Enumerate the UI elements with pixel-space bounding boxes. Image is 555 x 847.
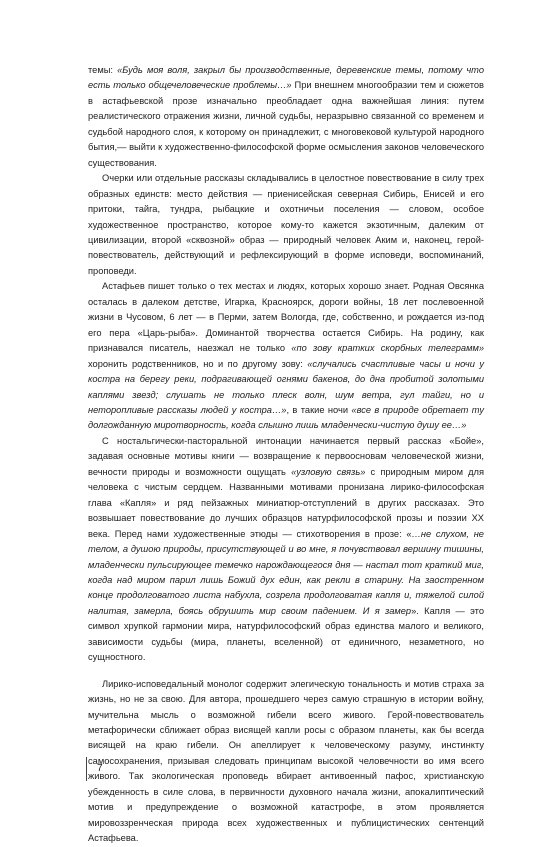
paragraph [88, 434, 484, 666]
italic-quote: …не слухом, не телом, а душою природы, присутствующей и во мне, я почувствовал вершину тишины, младенчески пульсирующее темечко нарождающегося дня — настал тот краткий миг, когда над миром парил лишь Божий дух един, как рекли в старину. На заостренном конце продолговатого листа набухла, созрела продолговатая капля и, тяжелой силой налитая, замерла, боясь обрушить мир своим падением. И я замер [88, 528, 484, 616]
folio-rule [86, 757, 87, 781]
text-run: При внешнем многообразии тем и сюжетов в астафьевской прозе изначально преобладает одна важнейшая линия: путем реалистического отражения жизни, личной судьбы, неразрывно связанной со временем и судьбой народного слоя, к которому он принадлежит, с многовековой культурой народного бытия,— выйти к художественно-философской форме осмысления законов человеческого существования. [88, 80, 484, 168]
text-run: , в такие ночи [286, 404, 352, 415]
text-run: С ностальгически-пасторальной интонации начинается первый рассказ «Бойе», задавая основные мотивы книги — возвращение к первоосновам человеческой жизни, вечности природы и возможности ощущать [88, 435, 484, 477]
text-run: с природным миром для человека с чистым сердцем. Названными мотивами пронизана лирико-философская глава «Капля» и ряд пейзажных миниатюр-отступлений в других рассказах. Это возвышает повествование до лучших образцов натурфилософской прозы и поэзии XX века. Перед нами художественные этюды — стихотворения в прозе: « [88, 466, 484, 539]
paragraph [88, 171, 484, 279]
text-run: хоронить родственников, но и по другому зову: [88, 358, 308, 369]
text-run: Очерки или отдельные рассказы складывались в целостное повествование в силу трех образных единств: место действия — приенисейская северная Сибирь, Енисей и его притоки, тайга, тундра, рыбацкие и охотничьи поселения — словом, особое художественное пространство, которое кому-то кажется экзотичным, далеким от цивилизации, второй «сквозной» образ — природный человек Аким и, наконец, герой-повествователь, действующий и рефлексирующий в форме исповеди, воспоминаний, проповеди. [88, 173, 484, 276]
paragraph [88, 677, 484, 847]
text-run: ». Капля — это символ хрупкой гармонии мира, натурфилософский образ единства малого и великого, зависимости судьбы (мира, планеты, вселенной) от единичного, незаметного, но сущностного. [88, 605, 485, 663]
text-run: Астафьев пишет только о тех местах и людях, которых хорошо знает. Родная Овсянка осталась в далеком детстве, Игарка, Красноярск, дороги войны, 18 лет послевоенной жизни в Чусовом, 6 лет — в Перми, затем Вологда, где, собственно, и рождается из-под его пера «Царь-рыба». Доминантой творчества остается Сибирь. На родину, как признавался писатель, наезжал не только [88, 281, 484, 354]
paragraph [88, 279, 484, 434]
italic-quote: «все в природе обретает ту долгожданную миротворность, когда слышно лишь младенчески-чистую душу ее…» [88, 404, 484, 431]
body-text [88, 63, 484, 847]
italic-quote: «случались счастливые часы и ночи у костра на берегу реки, подрагивающей огнями бакенов, до дна пробитой золотыми каплями звезд; слушать не только плеск волн, шум ветра, гул тайги, но и неторопливые рассказы людей у костра…» [88, 358, 484, 415]
page-number: 7 [97, 763, 103, 774]
text-run: темы: [88, 65, 118, 75]
paragraph [88, 63, 484, 171]
italic-quote: «по зову кратких скорбных телеграмм» [291, 343, 484, 354]
text-run: Лирико-исповедальный монолог содержит элегическую тональность и мотив страха за жизнь, но не за свою. Для автора, прошедшего через самую страшную в истории войну, мучительна мысль о возможной гибели всего живого. Герой-повествователь метафорически сближает образ висящей капли росы с образом планеты, как бы всегда висящей на краю гибели. Он апеллирует к человеческому разуму, инстинкту самосохранения, призывая следовать принципам высокой человечности во имя всего живого. Так экологическая проповедь вбирает антивоенный пафос, христианскую убежденность в силе слова, в первичности духовного начала жизни, апокалиптический мотив и предупреждение о возможной катастрофе, в этом проявляется мировоззренческая природа всех художественных и публицистических сентенций Астафьева. [88, 678, 484, 844]
italic-quote: «Будь моя воля, закрыл бы производственные, деревенские темы, потому что есть только общечеловеческие проблемы…» [88, 65, 484, 91]
italic-quote: «узловую связь» [291, 466, 366, 477]
